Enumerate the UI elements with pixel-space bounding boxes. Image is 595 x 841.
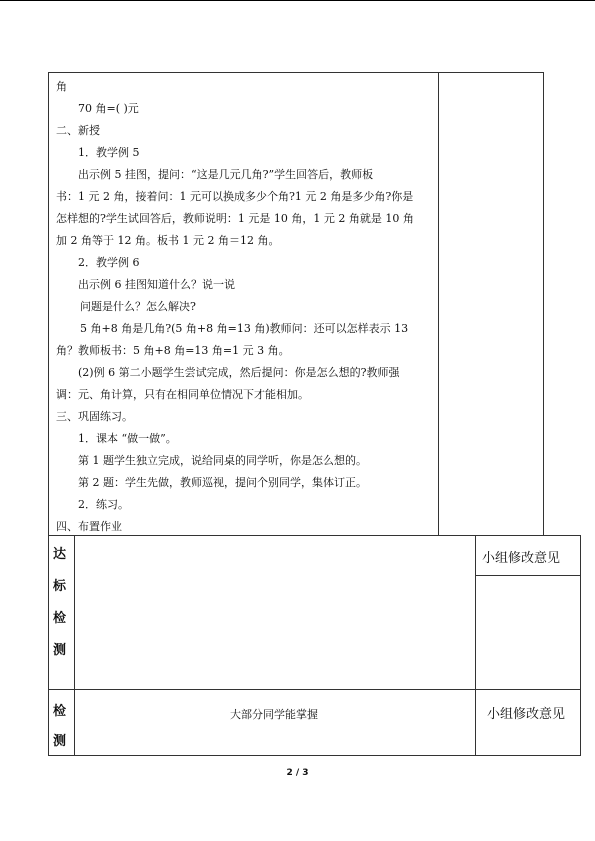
section-heading: 四、布置作业	[56, 520, 122, 533]
jiance-content-cell	[74, 689, 476, 756]
dabiao-note-label: 小组修改意见	[482, 551, 561, 566]
content-line: 5 角+8 角是几角?(5 角+8 角=13 角)教师问：还可以怎样表示 13	[80, 322, 409, 335]
dabiao-label-char: 检	[53, 611, 67, 626]
jiance-center-text: 大部分同学能掌握	[230, 708, 318, 721]
jiance-note-label: 小组修改意见	[487, 707, 566, 722]
jiance-label-char: 检	[53, 704, 67, 719]
dabiao-content-cell	[74, 535, 476, 690]
content-line: 角？教师板书：5 角+8 角=13 角=1 元 3 角。	[56, 344, 290, 357]
page-top-rule	[0, 0, 595, 1]
lesson-notes-cell	[438, 72, 544, 536]
dabiao-label-char: 标	[53, 579, 67, 594]
content-line: 角	[56, 80, 67, 93]
content-line: (2)例 6 第二小题学生尝试完成，然后提问：你是怎么想的?教师强	[78, 366, 400, 379]
content-line: 2．练习。	[78, 498, 129, 511]
content-line: 出示例 5 挂图，提问：“这是几元几角?”学生回答后，教师板	[78, 168, 374, 181]
content-line: 书：1 元 2 角，接着问：1 元可以换成多少个角?1 元 2 角是多少角?你是	[56, 190, 414, 203]
content-line: 1．教学例 5	[78, 146, 140, 159]
content-line: 2．教学例 6	[78, 256, 140, 269]
content-line: 加 2 角等于 12 角。板书 1 元 2 角＝12 角。	[56, 234, 280, 247]
content-line: 问题是什么？怎么解决?	[80, 300, 196, 313]
content-line: 出示例 6 挂图知道什么？说一说	[78, 278, 235, 291]
content-line: 第 1 题学生独立完成，说给同桌的同学听，你是怎么想的。	[78, 454, 367, 467]
section-heading: 三、巩固练习。	[56, 410, 133, 423]
page-number: 2 / 3	[286, 768, 309, 778]
content-line: 调：元、角计算，只有在相同单位情况下才能相加。	[56, 388, 309, 401]
dabiao-label-char: 达	[53, 547, 67, 562]
jiance-label-char: 测	[53, 734, 67, 749]
content-line: 1．课本 “做一做”。	[78, 432, 177, 445]
section-heading: 二、新授	[56, 124, 100, 137]
content-line: 第 2 题：学生先做，教师巡视，提问个别同学，集体订正。	[78, 476, 367, 489]
content-line: 怎样想的?学生试回答后，教师说明：1 元是 10 角，1 元 2 角就是 10 角	[56, 212, 414, 225]
content-line: 70 角=( )元	[78, 102, 139, 115]
dabiao-note-body-cell	[475, 575, 581, 690]
dabiao-label-char: 测	[53, 643, 67, 658]
jiance-note-cell	[475, 689, 581, 756]
